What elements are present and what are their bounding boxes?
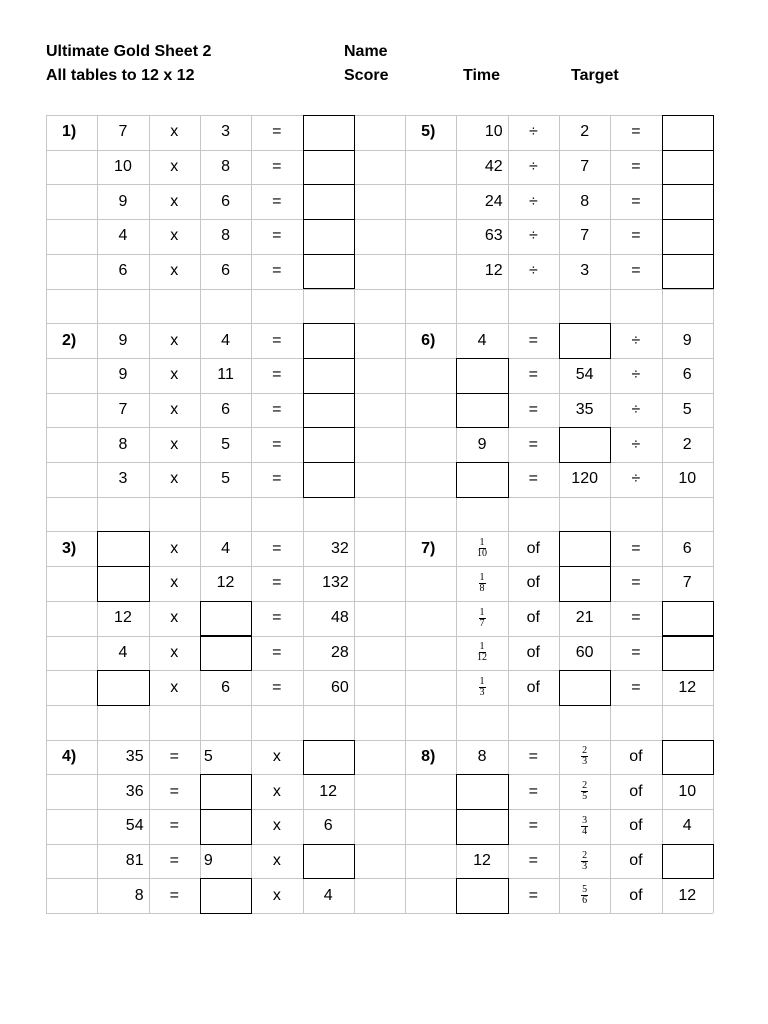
number-cell: 6 [682,539,692,557]
answer-box[interactable] [97,566,149,602]
number-cell: 6 [682,366,692,384]
number-cell: 5 [203,747,213,765]
number-cell: 6 [221,678,230,696]
number-cell: 7 [682,574,692,592]
fraction [559,878,610,913]
answer-box[interactable] [559,427,611,463]
number-cell: 35 [575,400,594,418]
number-cell: 4 [118,643,128,661]
answer-box[interactable] [662,115,714,151]
equals-cell: = [528,331,538,349]
number-cell: 9 [118,366,128,384]
fraction-denominator: 10 [477,548,488,560]
grid-line-vertical [405,115,406,913]
fraction [559,774,610,809]
number-cell: 35 [125,747,144,765]
equals-cell: = [272,609,282,627]
equals-cell: = [528,747,538,765]
fraction-numerator: 1 [479,537,485,549]
number-cell: 120 [571,470,598,488]
equals-cell: = [631,539,641,557]
number-cell: 6 [221,400,230,418]
answer-box[interactable] [303,393,355,429]
number-cell: 8 [221,227,230,245]
equals-cell: = [169,817,179,835]
number-cell: 60 [331,678,349,696]
number-cell: 7 [118,400,128,418]
equals-cell: = [528,366,538,384]
equals-cell: = [631,262,641,280]
number-cell: 6 [221,262,230,280]
sheet-subtitle: All tables to 12 x 12 [46,67,195,84]
equals-cell: = [631,678,641,696]
answer-box[interactable] [559,531,611,567]
answer-box[interactable] [303,323,355,359]
answer-box[interactable] [200,636,252,672]
sheet-title: Ultimate Gold Sheet 2 [46,43,212,60]
number-cell: 12 [319,782,338,800]
fraction-denominator: 3 [479,687,485,699]
fraction-numerator: 1 [479,606,485,618]
answer-box[interactable] [303,184,355,220]
operator-cell: ÷ [528,262,538,280]
fraction-denominator: 7 [479,617,485,629]
number-cell: 7 [118,123,128,141]
fraction-numerator: 1 [479,641,485,653]
equals-cell: = [528,435,538,453]
equals-cell: = [528,400,538,418]
fraction-numerator: 2 [582,745,588,757]
fraction-denominator: 3 [582,756,588,768]
equals-cell: = [169,782,179,800]
answer-box[interactable] [303,358,355,394]
fraction-denominator: 6 [582,895,588,907]
question-label: 3) [62,539,77,557]
answer-box[interactable] [662,740,714,776]
equals-cell: = [272,227,282,245]
answer-box[interactable] [662,844,714,880]
fraction [456,636,507,671]
number-cell: 4 [118,227,128,245]
fraction-denominator: 8 [479,582,485,594]
fraction-stack [479,608,486,629]
answer-box[interactable] [97,670,149,706]
of-word-cell: of [526,678,540,696]
operator-cell: x [170,574,179,592]
equals-cell: = [272,470,282,488]
answer-box[interactable] [456,358,508,394]
number-cell: 8 [221,158,230,176]
number-cell: 7 [580,158,590,176]
operator-cell: x [170,123,179,141]
fraction [456,670,507,705]
answer-box[interactable] [662,184,714,220]
answer-box[interactable] [662,150,714,186]
question-label: 6) [421,331,436,349]
equals-cell: = [631,574,641,592]
answer-box[interactable] [200,878,252,914]
operator-cell: x [170,366,179,384]
fraction-denominator: 12 [477,652,488,664]
fraction-denominator: 3 [582,860,588,872]
of-word-cell: of [629,817,643,835]
number-cell: 8 [118,435,128,453]
number-cell: 10 [678,782,697,800]
operator-cell: x [272,782,281,800]
number-cell: 5 [221,435,230,453]
number-cell: 12 [473,852,491,870]
number-cell: 4 [221,539,230,557]
of-word-cell: of [629,852,643,870]
operator-cell: x [170,470,179,488]
answer-box[interactable] [456,878,508,914]
number-cell: 6 [118,262,128,280]
fraction-numerator: 2 [582,780,588,792]
question-label: 1) [62,123,77,141]
of-word-cell: of [629,782,643,800]
operator-cell: x [170,643,179,661]
number-cell: 24 [484,192,503,210]
operator-cell: x [272,886,281,904]
equals-cell: = [528,470,538,488]
operator-cell: x [272,852,281,870]
equals-cell: = [272,123,282,141]
number-cell: 9 [118,192,128,210]
answer-box[interactable] [303,740,355,776]
operator-cell: x [170,227,179,245]
number-cell: 9 [682,331,692,349]
number-cell: 5 [221,470,230,488]
fraction-stack [581,816,588,837]
answer-box[interactable] [456,809,508,845]
fraction [456,566,507,601]
equals-cell: = [631,609,641,627]
fraction-stack [581,746,588,767]
equals-cell: = [528,886,538,904]
fraction-numerator: 2 [582,849,588,861]
number-cell: 21 [575,609,594,627]
number-cell: 63 [484,227,503,245]
number-cell: 6 [323,817,333,835]
number-cell: 54 [575,366,594,384]
equals-cell: = [169,747,179,765]
operator-cell: x [170,158,179,176]
of-word-cell: of [629,886,643,904]
number-cell: 12 [114,609,132,627]
equals-cell: = [272,192,282,210]
grid-line-horizontal [46,289,713,290]
answer-box[interactable] [303,254,355,290]
number-cell: 8 [477,747,487,765]
number-cell: 36 [125,782,144,800]
fraction [456,601,507,636]
number-cell: 60 [575,643,594,661]
answer-box[interactable] [303,115,355,151]
score-label: Score [344,67,389,84]
number-cell: 3 [221,123,230,141]
answer-box[interactable] [456,393,508,429]
operator-cell: x [170,678,179,696]
fraction [559,809,610,844]
fraction-stack [479,573,486,594]
answer-box[interactable] [200,774,252,810]
operator-cell: x [170,331,179,349]
number-cell: 9 [477,435,487,453]
question-label: 7) [421,539,436,557]
operator-cell: x [170,539,179,557]
operator-cell: ÷ [631,400,641,418]
number-cell: 11 [217,366,234,384]
equals-cell: = [528,817,538,835]
fraction-stack [479,677,486,698]
answer-box[interactable] [303,150,355,186]
equals-cell: = [631,192,641,210]
equals-cell: = [272,574,282,592]
answer-box[interactable] [200,601,252,637]
of-word-cell: of [526,574,540,592]
number-cell: 2 [682,435,692,453]
number-cell: 12 [216,574,235,592]
fraction-stack [477,642,487,663]
of-word-cell: of [629,747,643,765]
grid-line-vertical [46,115,47,913]
equals-cell: = [272,262,282,280]
fraction-numerator: 5 [582,884,588,896]
operator-cell: ÷ [631,366,641,384]
operator-cell: x [170,262,179,280]
operator-cell: x [170,192,179,210]
number-cell: 10 [678,470,697,488]
number-cell: 48 [331,609,349,627]
grid-line-horizontal [46,497,713,498]
answer-box[interactable] [662,219,714,255]
answer-box[interactable] [559,323,611,359]
number-cell: 3 [580,262,590,280]
number-cell: 4 [477,331,487,349]
fraction-stack [581,781,588,802]
number-cell: 8 [134,886,144,904]
equals-cell: = [272,158,282,176]
operator-cell: x [272,747,281,765]
question-label: 8) [421,747,436,765]
operator-cell: x [272,817,281,835]
answer-box[interactable] [97,531,149,567]
number-cell: 42 [484,158,503,176]
equals-cell: = [272,643,282,661]
number-cell: 28 [331,643,349,661]
fraction-denominator: 5 [582,791,588,803]
number-cell: 81 [125,852,144,870]
answer-box[interactable] [456,774,508,810]
number-cell: 7 [580,227,590,245]
fraction [456,531,507,566]
answer-box[interactable] [559,566,611,602]
equals-cell: = [272,539,282,557]
number-cell: 12 [484,262,503,280]
answer-box[interactable] [662,254,714,290]
number-cell: 9 [203,852,213,870]
equals-cell: = [528,852,538,870]
of-word-cell: of [526,609,540,627]
fraction-numerator: 1 [479,571,485,583]
number-cell: 4 [323,886,333,904]
fraction-denominator: 4 [582,825,588,837]
number-cell: 12 [678,886,697,904]
operator-cell: x [170,400,179,418]
number-cell: 8 [580,192,590,210]
operator-cell: ÷ [631,470,641,488]
fraction-numerator: 3 [582,814,588,826]
question-label: 5) [421,123,436,141]
fraction [559,844,610,879]
equals-cell: = [272,331,282,349]
equals-cell: = [631,643,641,661]
equals-cell: = [528,782,538,800]
fraction [559,740,610,775]
answer-box[interactable] [303,219,355,255]
fraction-numerator: 1 [479,676,485,688]
answer-box[interactable] [200,809,252,845]
number-cell: 132 [322,574,349,592]
equals-cell: = [272,435,282,453]
answer-box[interactable] [303,462,355,498]
operator-cell: ÷ [631,331,641,349]
operator-cell: ÷ [528,123,538,141]
number-cell: 3 [118,470,128,488]
operator-cell: ÷ [528,227,538,245]
equals-cell: = [272,400,282,418]
answer-box[interactable] [662,601,714,637]
number-cell: 6 [221,192,230,210]
number-cell: 4 [682,817,692,835]
number-cell: 4 [221,331,230,349]
question-label: 4) [62,747,77,765]
target-label: Target [571,67,619,84]
number-cell: 54 [125,817,144,835]
answer-box[interactable] [303,844,355,880]
equals-cell: = [272,678,282,696]
equals-cell: = [169,886,179,904]
equals-cell: = [272,366,282,384]
answer-box[interactable] [662,636,714,672]
equals-cell: = [631,158,641,176]
number-cell: 10 [484,123,503,141]
fraction-stack [581,851,588,872]
question-label: 2) [62,331,77,349]
operator-cell: ÷ [528,158,538,176]
grid-line-horizontal [46,913,713,914]
fraction-stack [581,885,588,906]
equals-cell: = [631,227,641,245]
number-cell: 5 [682,400,692,418]
answer-box[interactable] [303,427,355,463]
operator-cell: ÷ [631,435,641,453]
number-cell: 10 [114,158,132,176]
number-cell: 12 [678,678,697,696]
fraction-stack [477,538,487,559]
equals-cell: = [631,123,641,141]
number-cell: 2 [580,123,590,141]
answer-box[interactable] [456,462,508,498]
operator-cell: x [170,609,179,627]
time-label: Time [463,67,501,84]
of-word-cell: of [526,539,540,557]
number-cell: 9 [118,331,128,349]
answer-box[interactable] [559,670,611,706]
operator-cell: x [170,435,179,453]
name-label: Name [344,43,388,60]
of-word-cell: of [526,643,540,661]
operator-cell: ÷ [528,192,538,210]
worksheet-grid [46,115,713,912]
number-cell: 32 [331,539,349,557]
equals-cell: = [169,852,179,870]
